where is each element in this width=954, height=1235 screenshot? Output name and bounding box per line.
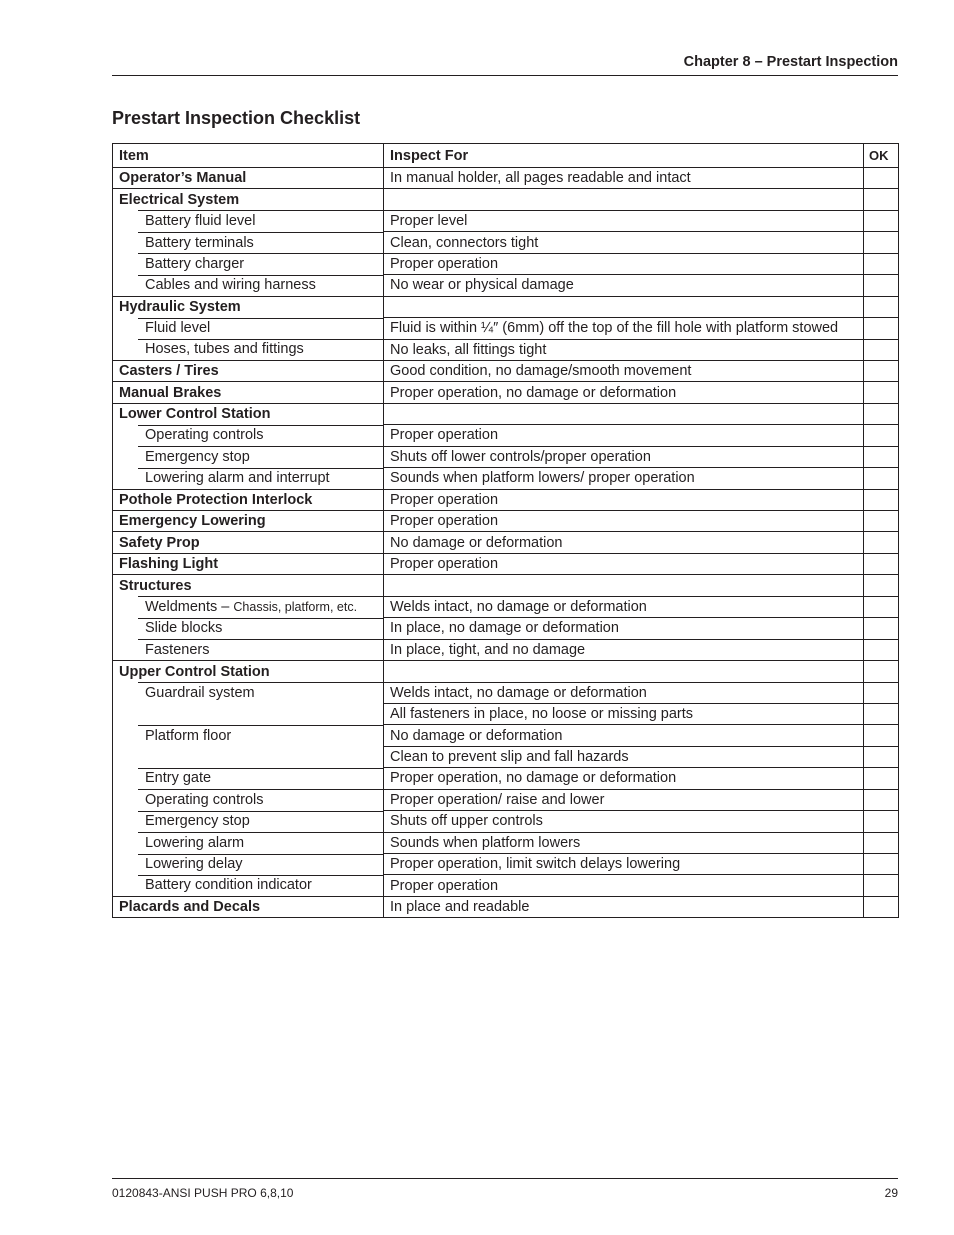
item-label: Emergency Lowering xyxy=(119,513,266,530)
inspect-for-cell: Proper operation xyxy=(384,253,864,274)
table-row xyxy=(113,661,899,682)
ok-checkbox-cell[interactable] xyxy=(864,532,899,553)
table-row xyxy=(113,403,899,424)
item-cell xyxy=(113,446,384,467)
inspect-for-cell xyxy=(384,661,864,682)
ok-checkbox-cell[interactable] xyxy=(864,661,899,682)
item-cell xyxy=(113,596,384,617)
inspect-for-cell: Clean to prevent slip and fall hazards xyxy=(384,746,864,767)
item-cell xyxy=(113,168,384,189)
inspect-for-cell: Welds intact, no damage or deformation xyxy=(384,682,864,703)
ok-checkbox-cell[interactable] xyxy=(864,360,899,381)
ok-checkbox-cell[interactable] xyxy=(864,425,899,446)
item-label: Fluid level xyxy=(145,320,211,337)
table-row xyxy=(113,811,899,832)
item-cell xyxy=(113,468,384,489)
item-label: Battery condition indicator xyxy=(145,877,312,894)
table-row xyxy=(113,618,899,639)
item-label: Platform floor xyxy=(145,727,232,744)
item-label: Slide blocks xyxy=(145,620,223,637)
inspect-for-cell: Proper operation xyxy=(384,553,864,574)
table-row xyxy=(113,468,899,489)
inspect-for-cell: Welds intact, no damage or deformation xyxy=(384,596,864,617)
item-label: Lower Control Station xyxy=(119,406,271,423)
ok-checkbox-cell[interactable] xyxy=(864,339,899,360)
item-label: Structures xyxy=(119,577,192,594)
item-cell xyxy=(113,382,384,403)
item-cell xyxy=(113,425,384,446)
ok-checkbox-cell[interactable] xyxy=(864,639,899,660)
inspect-for-cell: Proper operation, no damage or deformation xyxy=(384,768,864,789)
table-row xyxy=(113,425,899,446)
inspect-for-cell: In place, no damage or deformation xyxy=(384,618,864,639)
item-cell xyxy=(113,725,384,746)
ok-checkbox-cell[interactable] xyxy=(864,746,899,767)
item-label: Hydraulic System xyxy=(119,299,241,316)
item-cell xyxy=(113,854,384,875)
header-item: Item xyxy=(113,144,384,168)
ok-checkbox-cell[interactable] xyxy=(864,768,899,789)
inspect-for-cell xyxy=(384,403,864,424)
inspect-for-cell: In manual holder, all pages readable and intact xyxy=(384,168,864,189)
ok-checkbox-cell[interactable] xyxy=(864,811,899,832)
table-row xyxy=(113,253,899,274)
table-row xyxy=(113,746,899,767)
inspect-for-cell: All fasteners in place, no loose or missing parts xyxy=(384,703,864,724)
table-row xyxy=(113,360,899,381)
item-cell xyxy=(113,489,384,510)
table-row xyxy=(113,832,899,853)
item-label: Electrical System xyxy=(119,191,240,208)
table-row xyxy=(113,789,899,810)
table-row xyxy=(113,210,899,231)
item-label: Battery charger xyxy=(145,255,245,272)
item-label: Emergency stop xyxy=(145,813,250,830)
item-label: Weldments – xyxy=(145,598,234,615)
item-label: Guardrail system xyxy=(145,684,255,701)
inspect-for-cell: Clean, connectors tight xyxy=(384,232,864,253)
inspect-for-cell: Sounds when platform lowers xyxy=(384,832,864,853)
footer-page-number: 29 xyxy=(884,1186,898,1200)
ok-checkbox-cell[interactable] xyxy=(864,725,899,746)
ok-checkbox-cell[interactable] xyxy=(864,489,899,510)
ok-checkbox-cell[interactable] xyxy=(864,403,899,424)
ok-checkbox-cell[interactable] xyxy=(864,275,899,296)
item-cell xyxy=(113,511,384,532)
item-cell xyxy=(113,553,384,574)
header-ok: OK xyxy=(864,144,899,168)
item-cell xyxy=(113,360,384,381)
table-row xyxy=(113,489,899,510)
ok-checkbox-cell[interactable] xyxy=(864,210,899,231)
table-row xyxy=(113,596,899,617)
ok-checkbox-cell[interactable] xyxy=(864,553,899,574)
ok-checkbox-cell[interactable] xyxy=(864,875,899,896)
inspect-for-cell: Fluid is within ¼″ (6mm) off the top of the fill hole with platform stowed xyxy=(384,318,864,339)
table-row xyxy=(113,768,899,789)
table-row xyxy=(113,532,899,553)
ok-checkbox-cell[interactable] xyxy=(864,703,899,724)
table-row xyxy=(113,725,899,746)
inspect-for-cell: Proper operation/ raise and lower xyxy=(384,789,864,810)
item-label: Entry gate xyxy=(145,770,212,787)
item-label: Hoses, tubes and fittings xyxy=(145,341,304,358)
ok-checkbox-cell[interactable] xyxy=(864,189,899,210)
item-label: Manual Brakes xyxy=(119,384,222,401)
inspect-for-cell: Sounds when platform lowers/ proper operation xyxy=(384,468,864,489)
item-label: Upper Control Station xyxy=(119,663,270,680)
item-label: Lowering alarm and interrupt xyxy=(145,470,330,487)
ok-checkbox-cell[interactable] xyxy=(864,596,899,617)
table-row xyxy=(113,553,899,574)
item-cell xyxy=(113,210,384,231)
table-row xyxy=(113,639,899,660)
inspect-for-cell: Proper operation, limit switch delays lowering xyxy=(384,854,864,875)
inspect-for-cell: No wear or physical damage xyxy=(384,275,864,296)
table-header-row xyxy=(113,144,899,168)
ok-checkbox-cell[interactable] xyxy=(864,618,899,639)
ok-checkbox-cell[interactable] xyxy=(864,575,899,596)
ok-checkbox-cell[interactable] xyxy=(864,896,899,917)
header-inspect-for: Inspect For xyxy=(384,144,864,168)
table-row xyxy=(113,232,899,253)
inspect-for-cell: No damage or deformation xyxy=(384,532,864,553)
item-label: Operating controls xyxy=(145,791,264,808)
item-cell xyxy=(113,811,384,832)
ok-checkbox-cell[interactable] xyxy=(864,168,899,189)
inspect-for-cell: Proper level xyxy=(384,210,864,231)
ok-checkbox-cell[interactable] xyxy=(864,832,899,853)
item-label: Safety Prop xyxy=(119,534,200,551)
item-cell xyxy=(113,339,384,360)
table-row xyxy=(113,703,899,724)
item-cell xyxy=(113,575,384,596)
inspect-for-cell: No damage or deformation xyxy=(384,725,864,746)
ok-checkbox-cell[interactable] xyxy=(864,682,899,703)
item-label: Lowering delay xyxy=(145,856,243,873)
ok-checkbox-cell[interactable] xyxy=(864,789,899,810)
item-cell xyxy=(113,661,384,682)
item-cell xyxy=(113,896,384,917)
item-cell xyxy=(113,532,384,553)
ok-checkbox-cell[interactable] xyxy=(864,511,899,532)
item-cell xyxy=(113,875,384,896)
item-label: Operator’s Manual xyxy=(119,170,247,187)
table-row xyxy=(113,575,899,596)
inspect-for-cell: Proper operation xyxy=(384,425,864,446)
table-row xyxy=(113,296,899,317)
ok-checkbox-cell[interactable] xyxy=(864,446,899,467)
item-note: Chassis, platform, etc. xyxy=(233,599,358,614)
ok-checkbox-cell[interactable] xyxy=(864,296,899,317)
inspect-for-cell: Proper operation, no damage or deformation xyxy=(384,382,864,403)
item-cell xyxy=(113,189,384,210)
table-row xyxy=(113,318,899,339)
checklist-table xyxy=(112,143,899,918)
item-cell xyxy=(113,789,384,810)
header-rule xyxy=(112,75,898,76)
inspect-for-cell xyxy=(384,189,864,210)
item-cell xyxy=(113,296,384,317)
item-cell xyxy=(113,275,384,296)
item-cell xyxy=(113,318,384,339)
item-label: Casters / Tires xyxy=(119,363,219,380)
item-cell xyxy=(113,832,384,853)
ok-checkbox-cell[interactable] xyxy=(864,382,899,403)
checklist-body xyxy=(113,168,899,918)
table-row xyxy=(113,168,899,189)
inspect-for-cell xyxy=(384,296,864,317)
table-row xyxy=(113,896,899,917)
item-label: Placards and Decals xyxy=(119,899,261,916)
table-row xyxy=(113,854,899,875)
ok-checkbox-cell[interactable] xyxy=(864,232,899,253)
table-row xyxy=(113,189,899,210)
inspect-for-cell: Shuts off upper controls xyxy=(384,811,864,832)
item-cell xyxy=(113,746,384,767)
footer-rule xyxy=(112,1178,898,1179)
item-cell xyxy=(113,253,384,274)
item-label: Battery fluid level xyxy=(145,213,256,230)
footer-doc-id: 0120843-ANSI PUSH PRO 6,8,10 xyxy=(112,1186,294,1200)
table-row xyxy=(113,511,899,532)
ok-checkbox-cell[interactable] xyxy=(864,318,899,339)
inspect-for-cell xyxy=(384,575,864,596)
item-cell xyxy=(113,703,384,724)
ok-checkbox-cell[interactable] xyxy=(864,854,899,875)
item-label: Emergency stop xyxy=(145,448,250,465)
table-row xyxy=(113,275,899,296)
page-title: Prestart Inspection Checklist xyxy=(112,108,361,128)
item-cell xyxy=(113,232,384,253)
item-label: Fasteners xyxy=(145,641,210,658)
item-cell xyxy=(113,618,384,639)
inspect-for-cell: Shuts off lower controls/proper operation xyxy=(384,446,864,467)
item-cell xyxy=(113,682,384,703)
inspect-for-cell: In place and readable xyxy=(384,896,864,917)
ok-checkbox-cell[interactable] xyxy=(864,253,899,274)
ok-checkbox-cell[interactable] xyxy=(864,468,899,489)
table-row xyxy=(113,382,899,403)
item-label: Pothole Protection Interlock xyxy=(119,491,313,508)
item-cell xyxy=(113,768,384,789)
inspect-for-cell: Proper operation xyxy=(384,489,864,510)
inspect-for-cell: No leaks, all fittings tight xyxy=(384,339,864,360)
item-label: Cables and wiring harness xyxy=(145,277,316,294)
table-row xyxy=(113,875,899,896)
table-row xyxy=(113,339,899,360)
item-label: Battery terminals xyxy=(145,234,254,251)
inspect-for-cell: In place, tight, and no damage xyxy=(384,639,864,660)
inspect-for-cell: Proper operation xyxy=(384,511,864,532)
chapter-header: Chapter 8 – Prestart Inspection xyxy=(683,54,898,70)
table-row xyxy=(113,682,899,703)
item-cell xyxy=(113,639,384,660)
item-cell xyxy=(113,403,384,424)
item-label: Flashing Light xyxy=(119,556,219,573)
inspect-for-cell: Proper operation xyxy=(384,875,864,896)
table-row xyxy=(113,446,899,467)
item-label: Operating controls xyxy=(145,427,264,444)
item-label: Lowering alarm xyxy=(145,834,245,851)
inspect-for-cell: Good condition, no damage/smooth movement xyxy=(384,360,864,381)
